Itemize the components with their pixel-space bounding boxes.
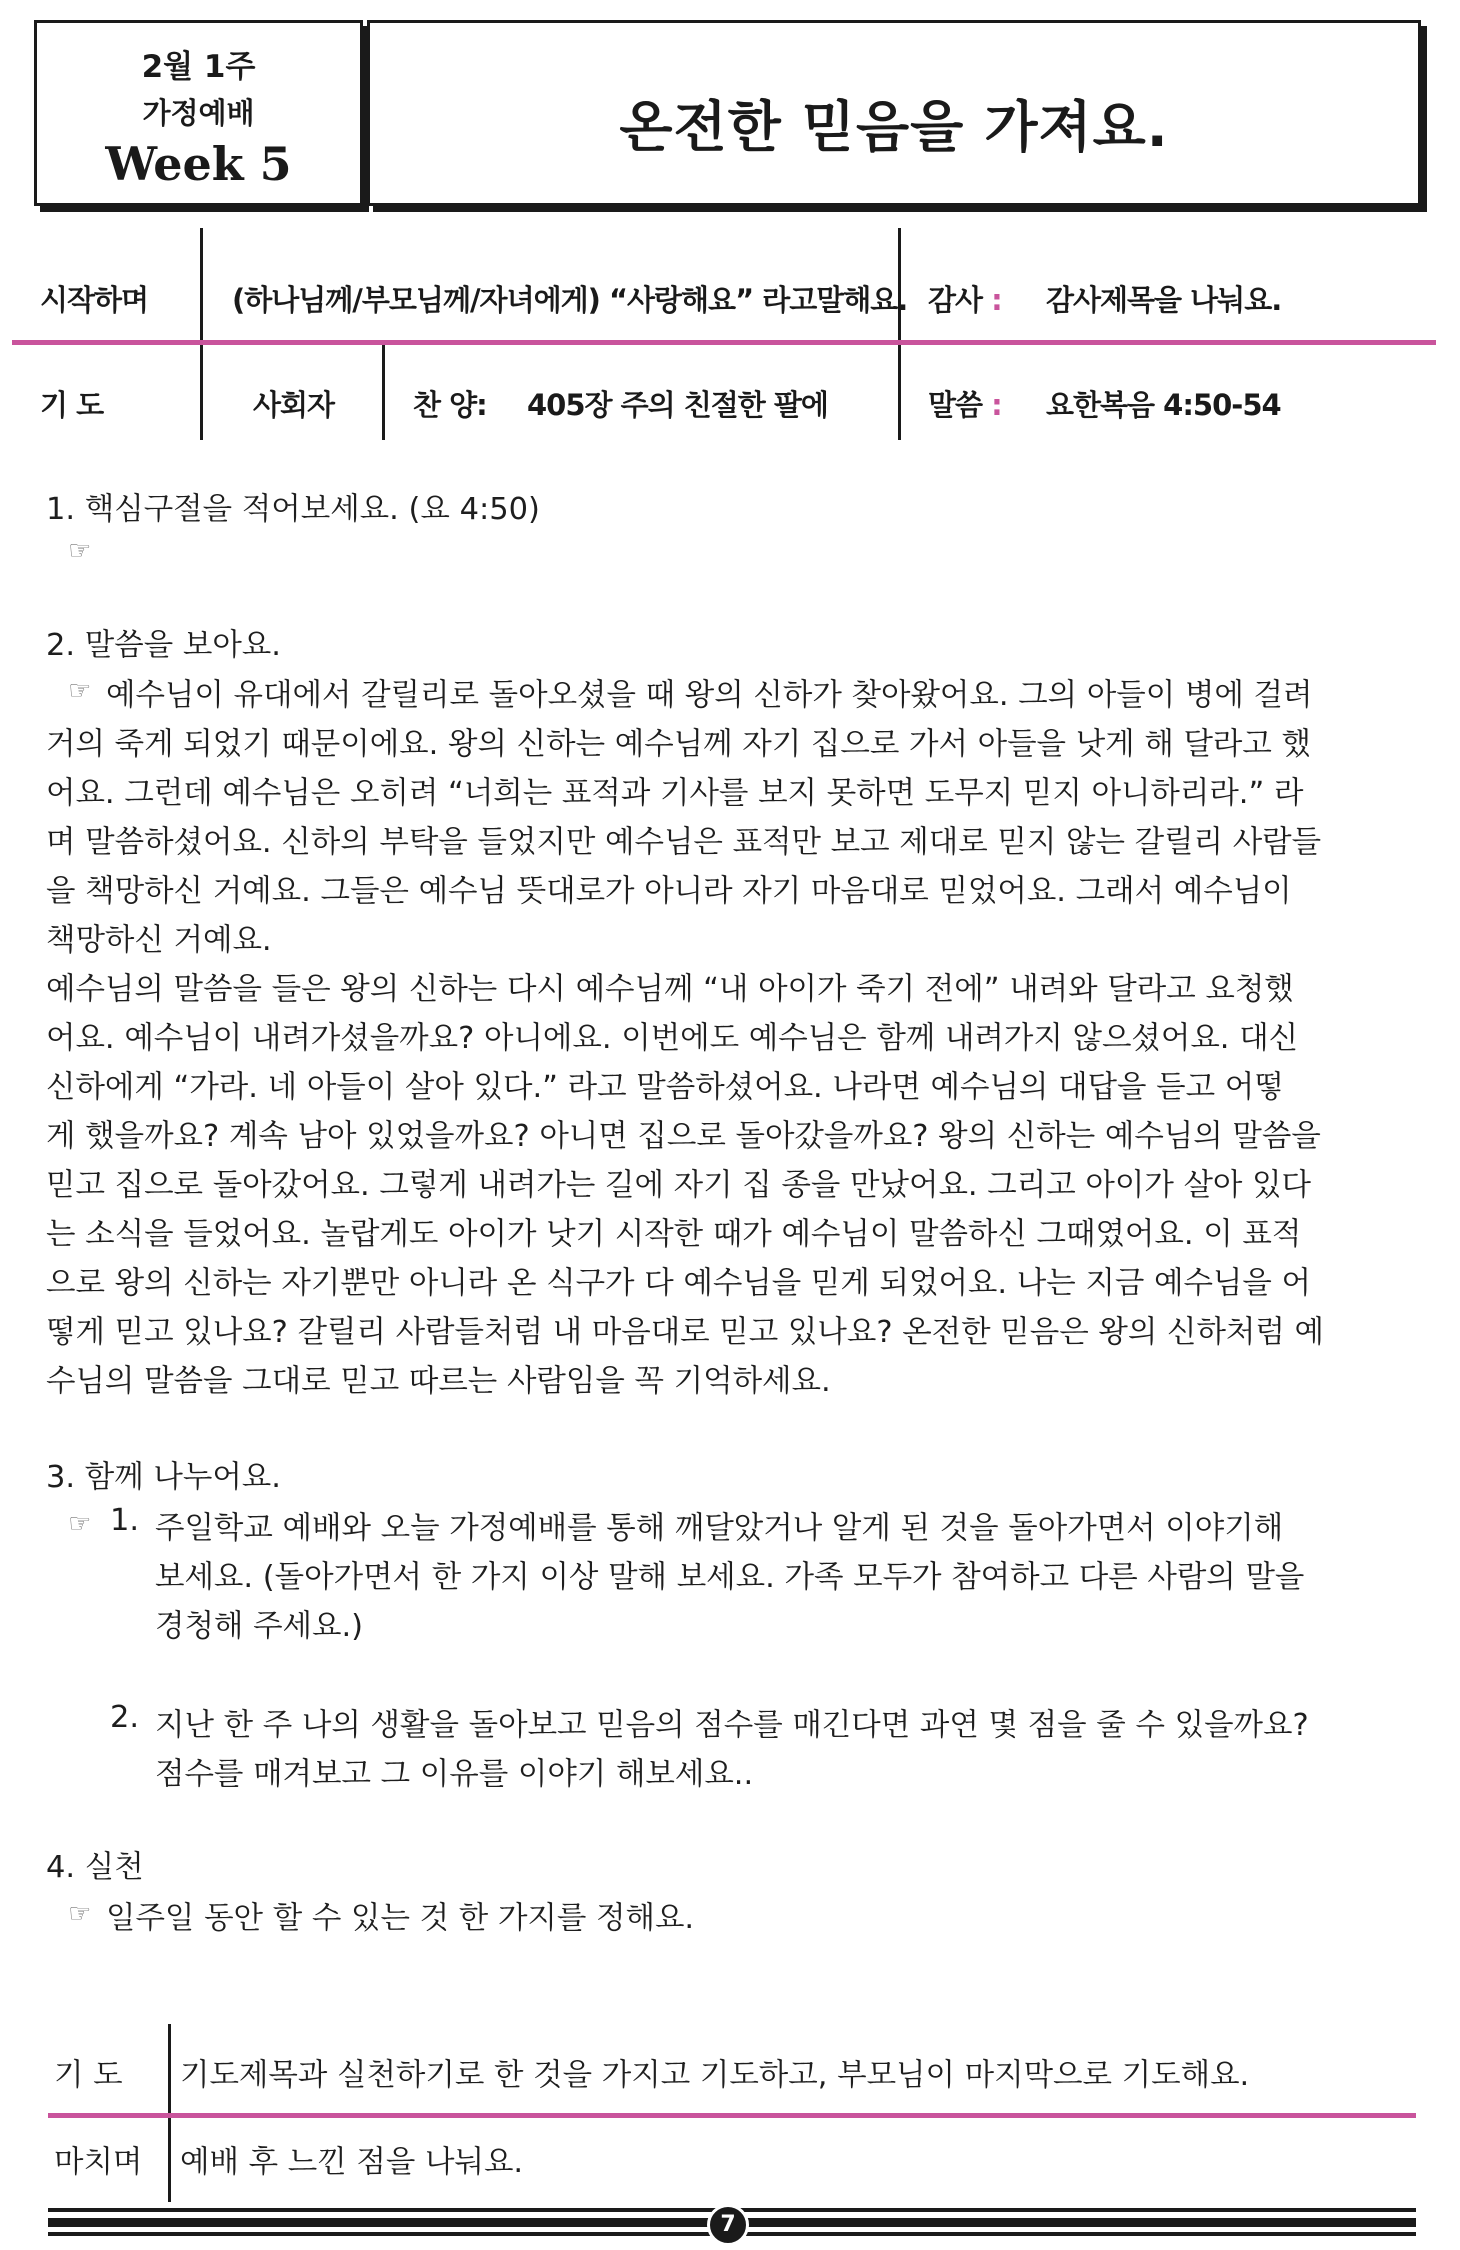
hand-pointer-icon: ☞ [68,536,92,566]
section2-heading: 2. 말씀을 보아요. [46,628,281,663]
story-line: 예수님의 말씀을 들은 왕의 신하는 다시 예수님께 “내 아이가 죽기 전에” 내려와 달라고 요청했 [46,972,1294,1007]
story-line: 는 소식을 들었어요. 놀랍게도 아이가 낫기 시작한 때가 예수님이 말씀하신 그때였어요. 이 표적 [46,1217,1302,1252]
story-line: 며 말씀하셨어요. 신하의 부탁을 들었지만 예수님은 표적만 보고 제대로 믿지 않는 갈릴리 사람들 [46,825,1322,860]
question1-number: 1. [110,1503,140,1538]
question1-line: 보세요. (돌아가면서 한 가지 이상 말해 보세요. 가족 모두가 참여하고 다른 사람의 말을 [155,1560,1305,1595]
hand-pointer-icon: ☞ [68,1509,92,1539]
story-line: 수님의 말씀을 그대로 믿고 따르는 사람임을 꼭 기억하세요. [46,1364,831,1399]
question2-line: 지난 한 주 나의 생활을 돌아보고 믿음의 점수를 매긴다면 과연 몇 점을 줄 수 있을까요? [155,1708,1309,1743]
hand-pointer-icon: ☞ [68,676,92,706]
section4-heading: 4. 실천 [46,1850,144,1885]
prayer-label: 기 도 [40,388,104,422]
row-separator [48,2113,1416,2118]
thanks-label: 감사 : [928,283,1002,317]
question2-line: 점수를 매겨보고 그 이유를 이야기 해보세요.. [155,1757,754,1792]
section3-heading: 3. 함께 나누어요. [46,1460,281,1495]
footer-prayer-label: 기 도 [54,2058,123,2093]
story-line: 거의 죽게 되었기 때문이에요. 왕의 신하는 예수님께 자기 집으로 가서 아들을 낫게 해 달라고 했 [46,727,1312,762]
story-line: 을 책망하신 거예요. 그들은 예수님 뜻대로가 아니라 자기 마음대로 믿었어요. 그래서 예수님이 [46,874,1292,909]
thanks-text: 감사제목을 나눠요. [1046,283,1282,317]
start-text: (하나님께/부모님께/자녀에게) “사랑해요” 라고말해요. [232,283,908,317]
story-line: 으로 왕의 신하는 자기뿐만 아니라 온 식구가 다 예수님을 믿게 되었어요. 나는 지금 예수님을 어 [46,1266,1312,1301]
worship-type: 가정예배 [142,96,255,130]
table-divider [382,342,385,440]
story-line: 어요. 그런데 예수님은 오히려 “너희는 표적과 기사를 보지 못하면 도무지 믿지 아니하리라.” 라 [46,776,1304,811]
leader-label: 사회자 [253,388,335,422]
week-info-box [34,20,363,206]
story-line: 어요. 예수님이 내려가셨을까요? 아니에요. 이번에도 예수님은 함께 내려가지 않으셨어요. 대신 [46,1021,1299,1056]
story-line: 게 했을까요? 계속 남아 있었을까요? 아니면 집으로 돌아갔을까요? 왕의 신하는 예수님의 말씀을 [46,1119,1321,1154]
question2-number: 2. [110,1700,140,1735]
word-text: 요한복음 4:50-54 [1046,388,1281,422]
story-line: 떻게 믿고 있나요? 갈릴리 사람들처럼 내 마음대로 믿고 있나요? 온전한 믿음은 왕의 신하처럼 예 [46,1315,1325,1350]
week-number: Week 5 [105,137,292,191]
title-box [367,20,1421,206]
table-divider [898,228,901,440]
question1-line: 주일학교 예배와 오늘 가정예배를 통해 깨달았거나 알게 된 것을 돌아가면서 이야기해 [155,1511,1284,1546]
week-date: 2월 1주 [141,49,256,85]
row-separator [12,340,1436,345]
word-label: 말씀 : [928,388,1002,422]
section1-heading: 1. 핵심구절을 적어보세요. (요 4:50) [46,492,540,527]
practice-text: 일주일 동안 할 수 있는 것 한 가지를 정해요. [106,1901,695,1936]
story-line: 책망하신 거예요. [46,923,272,958]
hymn-text: 405장 주의 친절한 팔에 [527,388,828,422]
story-line: 믿고 집으로 돌아갔어요. 그렇게 내려가는 길에 자기 집 종을 만났어요. 그리고 아이가 살아 있다 [46,1168,1312,1203]
page-number: 7 [707,2204,749,2246]
footer-closing-text: 예배 후 느낀 점을 나눠요. [180,2145,524,2180]
table-divider [200,228,203,440]
page-title: 온전한 믿음을 가져요. [619,95,1169,159]
story-line: 예수님이 유대에서 갈릴리로 돌아오셨을 때 왕의 신하가 찾아왔어요. 그의 아들이 병에 걸려 [106,678,1313,713]
footer-closing-label: 마치며 [54,2145,143,2180]
footer-prayer-text: 기도제목과 실천하기로 한 것을 가지고 기도하고, 부모님이 마지막으로 기도해요. [180,2058,1250,2093]
hymn-label: 찬 양: [413,388,487,422]
hand-pointer-icon: ☞ [68,1899,92,1929]
question1-line: 경청해 주세요.) [155,1609,364,1644]
start-label: 시작하며 [40,283,149,317]
story-line: 신하에게 “가라. 네 아들이 살아 있다.” 라고 말씀하셨어요. 나라면 예수님의 대답을 듣고 어떻 [46,1070,1284,1105]
